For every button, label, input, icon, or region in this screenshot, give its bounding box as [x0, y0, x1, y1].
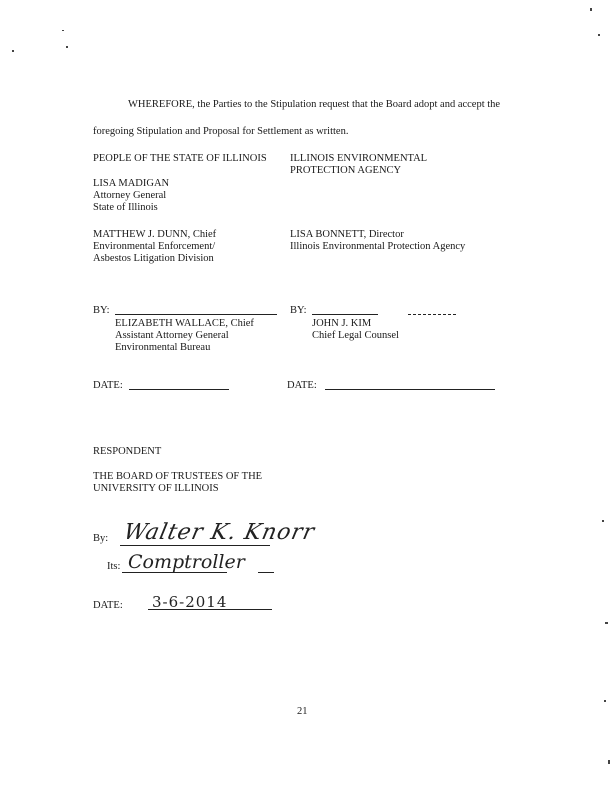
respondent-its-value: Comptroller — [128, 551, 245, 573]
respondent-its-line — [122, 572, 227, 573]
scan-speck — [598, 34, 600, 36]
respondent-signature-line — [120, 545, 270, 546]
intro-line-2: foregoing Stipulation and Proposal for Settlement as written. — [93, 126, 349, 137]
scan-speck — [608, 760, 610, 764]
people-date-label: DATE: — [93, 380, 123, 391]
iepa-by-label: BY: — [290, 305, 307, 316]
scan-speck — [605, 622, 608, 624]
iepa-signer-name: JOHN J. KIM — [312, 318, 372, 329]
people-signer-title: Assistant Attorney General — [115, 330, 229, 341]
page-number: 21 — [297, 706, 308, 717]
scan-speck — [590, 8, 592, 11]
chief-division-1: Environmental Enforcement/ — [93, 241, 216, 252]
people-by-label: BY: — [93, 305, 110, 316]
ag-state: State of Illinois — [93, 202, 158, 213]
ag-name: LISA MADIGAN — [93, 178, 170, 189]
iepa-date-label: DATE: — [287, 380, 317, 391]
respondent-its-line-end — [258, 572, 274, 573]
intro-line-1: WHEREFORE, the Parties to the Stipulation request that the Board adopt and accept the — [128, 99, 501, 110]
scan-speck — [12, 50, 14, 52]
scan-speck — [602, 520, 604, 522]
chief-name: MATTHEW J. DUNN, Chief — [93, 229, 217, 240]
respondent-date-value: 3-6-2014 — [152, 593, 228, 611]
iepa-date-line — [325, 389, 495, 390]
respondent-by-label: By: — [93, 533, 109, 544]
iepa-signature-line — [312, 314, 378, 315]
respondent-signature: Walter K. Knorr — [121, 520, 318, 545]
respondent-its-label: Its: — [107, 561, 121, 572]
respondent-org-2: UNIVERSITY OF ILLINOIS — [93, 483, 219, 494]
iepa-director-agency: Illinois Environmental Protection Agency — [290, 241, 466, 252]
respondent-heading: RESPONDENT — [93, 446, 162, 457]
respondent-date-line — [148, 609, 272, 610]
people-signer-name: ELIZABETH WALLACE, Chief — [115, 318, 254, 329]
scan-speck — [66, 46, 68, 48]
people-signer-bureau: Environmental Bureau — [115, 342, 211, 353]
people-date-line — [129, 389, 229, 390]
people-heading: PEOPLE OF THE STATE OF ILLINOIS — [93, 153, 267, 164]
iepa-director-name: LISA BONNETT, Director — [290, 229, 404, 240]
ag-title: Attorney General — [93, 190, 167, 201]
respondent-date-label: DATE: — [93, 600, 123, 611]
iepa-signer-title: Chief Legal Counsel — [312, 330, 399, 341]
scan-speck — [604, 700, 606, 702]
scan-speck — [62, 30, 64, 31]
respondent-org-1: THE BOARD OF TRUSTEES OF THE — [93, 471, 263, 482]
people-signature-line — [115, 314, 277, 315]
chief-division-2: Asbestos Litigation Division — [93, 253, 214, 264]
iepa-heading-1: ILLINOIS ENVIRONMENTAL — [290, 153, 428, 164]
iepa-heading-2: PROTECTION AGENCY — [290, 165, 402, 176]
iepa-signature-line-faded — [408, 314, 456, 315]
